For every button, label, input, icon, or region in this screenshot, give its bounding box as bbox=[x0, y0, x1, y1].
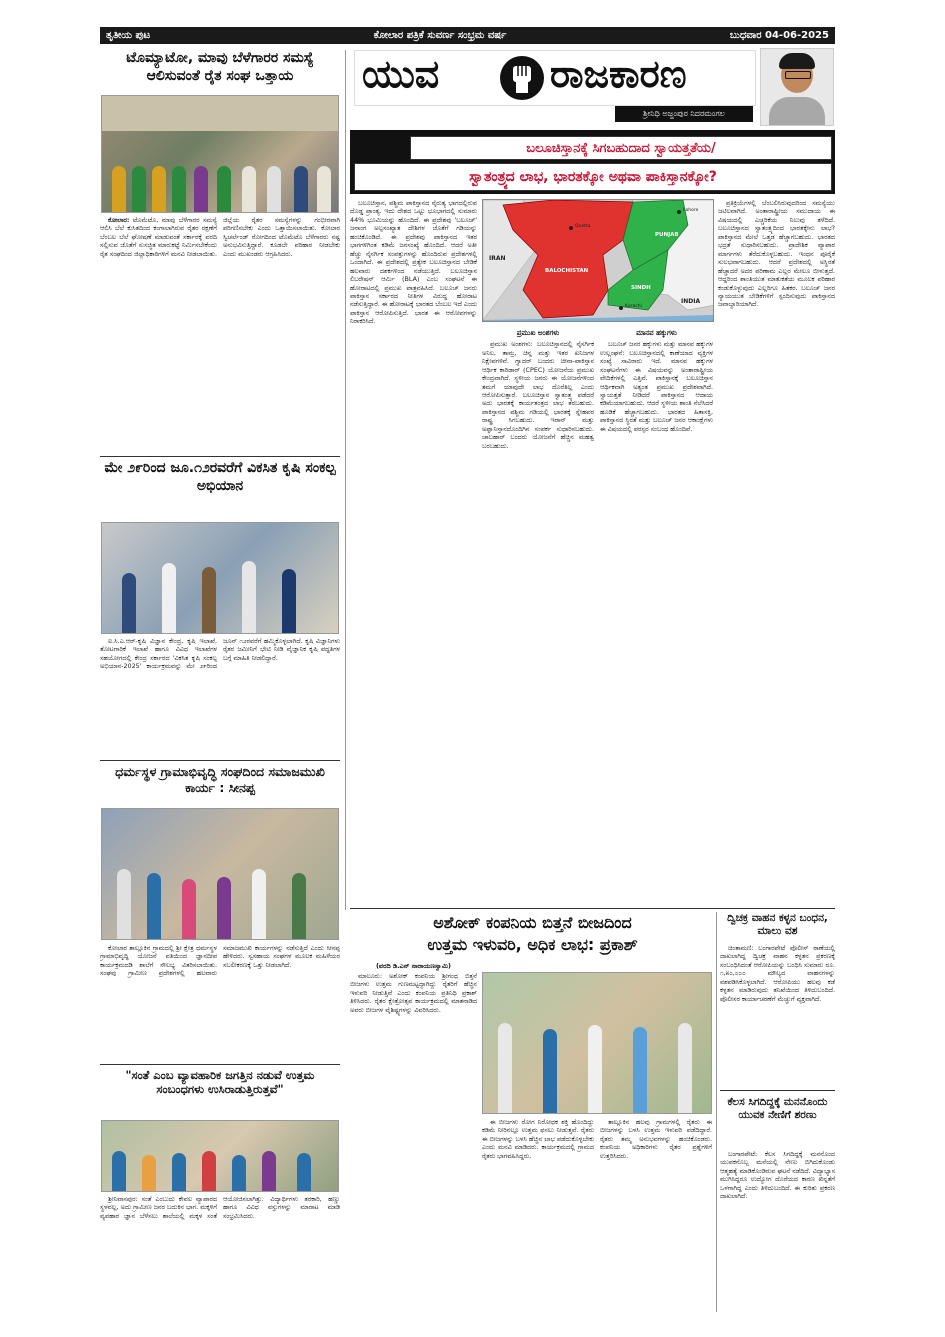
map-label-iran: IRAN bbox=[489, 255, 506, 262]
balochistan-map bbox=[482, 199, 714, 322]
map-label-balochistan: BALOCHISTAN bbox=[545, 268, 589, 274]
article-krishi-headline: ಮೇ ೨೯ರಿಂದ ಜೂ.೧೨ರವರೆಗೆ ವಿಕಸಿತ ಕೃಷಿ ಸಂಕಲ್ಪ ಅಭಿಯಾನ bbox=[104, 460, 336, 494]
page-label: ತೃತೀಯ ಪುಟ bbox=[106, 30, 151, 41]
main-headline-line2: ಸ್ವಾತಂತ್ರ್ಯದ ಲಾಭ, ಭಾರತಕ್ಕೋ ಅಥವಾ ಪಾಕಿಸ್ತಾನಕ್ಕೋ? bbox=[354, 163, 832, 191]
article-sante-photo bbox=[101, 1120, 339, 1192]
map-label-quetta: Quetta bbox=[575, 224, 591, 229]
article-ashok-col3: ತಾಲ್ಲೂಕಿನ ಹಲವು ಗ್ರಾಮಗಳಲ್ಲಿ ರೈತರು ಈ ಬೀಜಗಳನ್ನು ಬಳಸಿ ಉತ್ತಮ ಇಳುವರಿ ಪಡೆದಿದ್ದಾರೆ. ರೈತರು ತಮ್ಮ ಅನುಭವಗಳನ್ನು ಹಂಚಿಕೊಂಡರು. ಕಂಪನಿಯ ಅಧಿಕಾರಿಗಳು ರೈತರ ಪ್ರಶ್ನೆಗಳಿಗೆ ಉತ್ತರಿಸಿದರು. bbox=[600, 1118, 712, 1160]
main-article-col2: ಪ್ರಮುಖ ಅಂಶಗಳು ಪ್ರಮುಖ ಅಂಶಗಳು: ಬಲೂಚಿಸ್ತಾನದಲ್ಲಿ ನೈಸರ್ಗಿಕ ಅನಿಲ, ತಾಮ್ರ, ಚಿನ್ನ ಮತ್ತು ಇತರ ಖನಿಜಗಳ ನಿಕ್ಷೇಪಗಳಿವೆ. ಗ್ವಾದರ್ ಬಂದರು ಚೀನಾ-ಪಾಕಿಸ್ತಾನ ಆರ್ಥಿಕ ಕಾರಿಡಾರ್ (CPEC) ಯೋಜನೆಯ ಪ್ರಮುಖ ಕೇಂದ್ರವಾಗಿದೆ. ಸ್ಥಳೀಯ ಜನರು ಈ ಯೋಜನೆಗಳಿಂದ ತಮಗೆ ಯಾವುದೇ ಲಾಭ ದೊರೆತಿಲ್ಲ ಎಂದು ಆರೋಪಿಸುತ್ತಾರೆ. ಬಲೂಚಿಸ್ತಾನ ಸ್ವಾತಂತ್ರ್ಯ ಪಡೆದರೆ ಅದು ಭಾರತಕ್ಕೆ ಕಾರ್ಯತಂತ್ರದ ಲಾಭ ತರಬಹುದು. ಪಾಕಿಸ್ತಾನದ ಪಶ್ಚಿಮ ಗಡಿಯಲ್ಲಿ ಭಾರತಕ್ಕೆ ಸ್ನೇಹಪರ ರಾಷ್ಟ್ರ ಸಿಗಬಹುದು. ಇರಾನ್ ಮತ್ತು ಅಫ್ಘಾನಿಸ್ತಾನದೊಂದಿಗಿನ ಸಂಪರ್ಕ ಸುಧಾರಿಸಬಹುದು. ಚಾಬಹಾರ್ ಬಂದರು ಯೋಜನೆಗೆ ಹೆಚ್ಚಿನ ಮಹತ್ವ ಬರಬಹುದು. bbox=[482, 329, 594, 450]
divider bbox=[100, 456, 340, 457]
article-tomato-photo bbox=[101, 95, 339, 213]
column-divider bbox=[716, 912, 717, 1312]
article-dharmasthala-photo bbox=[101, 808, 339, 940]
map-label-lahore: Lahore bbox=[683, 208, 699, 213]
map-label-karachi: Karachi bbox=[625, 304, 642, 309]
article-sante-body: ಶ್ರೀನಿವಾಸಪುರ: ಸಂತೆ ಎಂಬುದು ಕೇವಲ ವ್ಯಾಪಾರದ ಸ್ಥಳವಲ್ಲ, ಅದು ಗ್ರಾಮೀಣ ಜನರ ಬದುಕಿನ ಭಾಗ. ಮಕ್ಕಳಿಗೆ ವ್ಯವಹಾರ ಜ್ಞಾನ ಬೆಳೆಸಲು ಶಾಲೆಯಲ್ಲಿ ಮಕ್ಕಳ ಸಂತೆ ಆಯೋಜಿಸಲಾಗಿತ್ತು. ವಿದ್ಯಾರ್ಥಿಗಳು ತರಕಾರಿ, ಹಣ್ಣು ಹಾಗೂ ವಿವಿಧ ವಸ್ತುಗಳನ್ನು ಮಾರಾಟ ಮಾಡಿ ಸಂಭ್ರಮಿಸಿದರು. bbox=[100, 1195, 340, 1220]
article-krishi-photo bbox=[101, 522, 339, 634]
top-bar bbox=[100, 27, 835, 44]
date-label: ಬುಧವಾರ 04-06-2025 bbox=[729, 30, 829, 41]
article-tomato-headline: ಟೊಮ್ಯಾಟೋ, ಮಾವು ಬೆಳೆಗಾರರ ಸಮಸ್ಯೆ ಆಲಿಸುವಂತೆ ರೈತ ಸಂಘ ಒತ್ತಾಯ bbox=[126, 50, 314, 84]
banner-author: ಶ್ರೀನಿಧಿ ಅಜ್ಜಂಪುರ ನಿದರಮಂಗಲ bbox=[615, 106, 753, 122]
map-label-punjab: PUNJAB bbox=[655, 232, 679, 238]
article-suicide-body: ಬಂಗಾರಪೇಟೆ: ಕೆಲಸ ಸಿಗದಿದ್ದಕ್ಕೆ ಮನನೊಂದ ಯುವಕನೊಬ್ಬ ಮನೆಯಲ್ಲಿ ನೇಣು ಬಿಗಿದುಕೊಂಡು ಆತ್ಮಹತ್ಯೆ ಮಾಡಿಕೊಂಡಿರುವ ಘಟನೆ ನಡೆದಿದೆ. ವಿದ್ಯಾಭ್ಯಾಸ ಮುಗಿಸಿದ್ದರೂ ಉದ್ಯೋಗ ದೊರೆಯದ ಕಾರಣ ಖಿನ್ನತೆಗೆ ಒಳಗಾಗಿದ್ದ ಎಂದು ತಿಳಿದುಬಂದಿದೆ. ಈ ಕುರಿತು ಪ್ರಕರಣ ದಾಖಲಾಗಿದೆ. bbox=[720, 1150, 835, 1201]
main-headline-line1: ಬಲೂಚಿಸ್ತಾನಕ್ಕೆ ಸಿಗಬಹುದಾದ ಸ್ವಾಯತ್ತತೆಯ/ bbox=[410, 136, 832, 160]
banner-title-left: ಯುವ bbox=[362, 52, 440, 96]
article-bike-theft-body: ಚಿಂತಾಮಣಿ: ಬಂಗಾರಪೇಟೆ ಪೊಲೀಸ್ ಠಾಣೆಯಲ್ಲಿ ದಾಖಲಾಗಿದ್ದ ದ್ವಿಚಕ್ರ ವಾಹನ ಕಳ್ಳತನ ಪ್ರಕರಣಕ್ಕೆ ಸಂಬಂಧಿಸಿದಂತೆ ಆರೋಪಿಯನ್ನು ಬಂಧಿಸಿ ಸುಮಾರು ರೂ. ೧,೫೦,೦೦೦ ಮೌಲ್ಯದ ವಾಹನಗಳನ್ನು ವಶಪಡಿಸಿಕೊಳ್ಳಲಾಗಿದೆ. ಆರೋಪಿಯು ಹಲವು ಕಡೆ ಕಳ್ಳತನ ಮಾಡಿರುವುದು ತನಿಖೆಯಿಂದ ತಿಳಿದುಬಂದಿದೆ. ಪೊಲೀಸರ ಕಾರ್ಯಾಚರಣೆಗೆ ಮೆಚ್ಚುಗೆ ವ್ಯಕ್ತವಾಗಿದೆ. bbox=[720, 944, 835, 1003]
divider bbox=[100, 760, 340, 761]
article-bike-theft-headline: ದ್ವಿಚಕ್ರ ವಾಹನ ಕಳ್ಳನ ಬಂಧನ, ಮಾಲು ವಶ bbox=[727, 912, 828, 938]
main-headline-box bbox=[350, 130, 835, 194]
article-ashok-headline bbox=[350, 912, 715, 957]
article-ashok-col1: ಮಾಲೂರು: ಅಶೋಕ್ ಕಂಪನಿಯ ಶ್ರೀಗಂಧ ಬಿತ್ತನೆ ಬೀಜಗಳು ಉತ್ತಮ ಗುಣಮಟ್ಟದ್ದಾಗಿದ್ದು ರೈತರಿಗೆ ಹೆಚ್ಚಿನ ಇಳುವರಿ ನೀಡುತ್ತಿವೆ ಎಂದು ಕಂಪನಿಯ ಪ್ರತಿನಿಧಿ ಪ್ರಕಾಶ್ ತಿಳಿಸಿದರು. ರೈತರ ಕ್ಷೇತ್ರೋತ್ಸವ ಕಾರ್ಯಕ್ರಮದಲ್ಲಿ ಮಾತನಾಡಿದ ಅವರು ಬೀಜಗಳ ವೈಶಿಷ್ಟ್ಯಗಳನ್ನು ವಿವರಿಸಿದರು. bbox=[350, 972, 477, 1014]
column-divider bbox=[345, 50, 346, 910]
main-article-col3: ಮಾನವ ಹಕ್ಕುಗಳು ಬಲೂಚ್ ಜನರ ಹಕ್ಕುಗಳು ಮತ್ತು ಮಾನವ ಹಕ್ಕುಗಳ ಉಲ್ಲಂಘನೆ: ಬಲೂಚಿಸ್ತಾನದಲ್ಲಿ ಕಾಣೆಯಾದ ವ್ಯಕ್ತಿಗಳ ಸಂಖ್ಯೆ ಸಾವಿರಾರು ಇದೆ. ಮಾನವ ಹಕ್ಕುಗಳ ಸಂಘಟನೆಗಳು ಈ ವಿಷಯವನ್ನು ಅಂತಾರಾಷ್ಟ್ರೀಯ ವೇದಿಕೆಗಳಲ್ಲಿ ಎತ್ತಿವೆ. ಪಾಕಿಸ್ತಾನಕ್ಕೆ ಬಲೂಚಿಸ್ತಾನ ಆರ್ಥಿಕವಾಗಿ ಅತ್ಯಂತ ಪ್ರಮುಖ ಪ್ರದೇಶವಾಗಿದೆ. ಸ್ವಾಯತ್ತತೆ ನೀಡಿದರೆ ಪಾಕಿಸ್ತಾನದ ಆದಾಯ ಕಡಿಮೆಯಾಗಬಹುದು. ಆದರೆ ಸ್ಥಳೀಯ ಶಾಂತಿ ನೆಲೆಸಿದರೆ ಹೂಡಿಕೆ ಹೆಚ್ಚಾಗಬಹುದು. ಭಾರತದ ಹಿತಾಸಕ್ತಿ, ಪಾಕಿಸ್ತಾನದ ಸ್ಥಿರತೆ ಮತ್ತು ಬಲೂಚ್ ಜನರ ಆಕಾಂಕ್ಷೆಗಳು ಈ ವಿಷಯದಲ್ಲಿ ಪರಸ್ಪರ ಸಂಬಂಧ ಹೊಂದಿವೆ. bbox=[600, 329, 713, 433]
map-label-india: INDIA bbox=[681, 298, 701, 305]
article-dharmasthala-headline: ಧರ್ಮಸ್ಥಳ ಗ್ರಾಮಾಭಿವೃದ್ಧಿ ಸಂಘದಿಂದ ಸಮಾಜಮುಖಿ ಕಾರ್ಯ : ಸೀನಪ್ಪ bbox=[115, 764, 325, 795]
article-krishi-body: ಐ.ಸಿ.ಎ.ಆರ್-ಕೃಷಿ ವಿಜ್ಞಾನ ಕೇಂದ್ರ, ಕೃಷಿ ಇಲಾಖೆ, ತೋಟಗಾರಿಕೆ ಇಲಾಖೆ ಹಾಗೂ ವಿವಿಧ ಇಲಾಖೆಗಳ ಸಹಯೋಗದಲ್ಲಿ ಕೇಂದ್ರ ಸರ್ಕಾರದ 'ವಿಕಸಿತ ಕೃಷಿ ಸಂಕಲ್ಪ ಅಭಿಯಾನ-2025' ಕಾರ್ಯಕ್ರಮವನ್ನು ಮೇ ೨೯ರಿಂದ ಜೂನ್ ೧೨ರವರೆಗೆ ಹಮ್ಮಿಕೊಳ್ಳಲಾಗಿದೆ. ಕೃಷಿ ವಿಜ್ಞಾನಿಗಳು ರೈತರ ಜಮೀನಿಗೆ ಭೇಟಿ ನೀಡಿ ವೈಜ್ಞಾನಿಕ ಕೃಷಿ ಪದ್ಧತಿಗಳ ಬಗ್ಗೆ ಮಾಹಿತಿ ನೀಡಲಿದ್ದಾರೆ. bbox=[100, 637, 340, 671]
article-ashok-byline: (ವರದಿ ಡಿ.ಎನ್ ನಾರಾಯಣಸ್ವಾಮಿ) bbox=[375, 962, 452, 970]
article-dharmasthala-body: ಕೋಲಾರ ತಾಲ್ಲೂಕಿನ ಗ್ರಾಮದಲ್ಲಿ ಶ್ರೀ ಕ್ಷೇತ್ರ ಧರ್ಮಸ್ಥಳ ಗ್ರಾಮಾಭಿವೃದ್ಧಿ ಯೋಜನೆ ವತಿಯಿಂದ ಜ್ಞಾನದೀಪ ಕಾರ್ಯಕ್ರಮದಡಿ ಶಾಲೆಗೆ ಸೌಲಭ್ಯ ವಿತರಿಸಲಾಯಿತು. ಸಂಘವು ಗ್ರಾಮೀಣ ಪ್ರದೇಶಗಳಲ್ಲಿ ಹಲವಾರು ಸಮಾಜಮುಖಿ ಕಾರ್ಯಗಳನ್ನು ನಡೆಸುತ್ತಿದೆ ಎಂದು ಸೀನಪ್ಪ ಹೇಳಿದರು. ಸ್ವಸಹಾಯ ಸಂಘಗಳ ಮೂಲಕ ಮಹಿಳೆಯರ ಸಬಲೀಕರಣಕ್ಕೆ ಒತ್ತು ನೀಡಲಾಗಿದೆ. bbox=[100, 944, 340, 978]
main-article-col4: ಪ್ರತಿಕ್ರಿಯೆಗಳಲ್ಲಿ ಬೆಂಬಲಿಸಿರುವುದರಿಂದ ಸಮಸ್ಯೆಯು ಜಟಿಲವಾಗಿದೆ. ಅಂತಾರಾಷ್ಟ್ರೀಯ ಸಮುದಾಯ ಈ ವಿಷಯದಲ್ಲಿ ಎಚ್ಚರಿಕೆಯ ನಿಲುವು ತಳೆದಿದೆ. ಬಲೂಚಿಸ್ತಾನದ ಸ್ವಾತಂತ್ರ್ಯದಿಂದ ಭಾರತಕ್ಕೇನು ಲಾಭ? ಪಾಕಿಸ್ತಾನದ ಮೇಲೆ ಒತ್ತಡ ಹೆಚ್ಚಾಗಬಹುದು. ಭಾರತದ ಭದ್ರತೆ ಸುಧಾರಿಸಬಹುದು. ಪ್ರಾದೇಶಿಕ ವ್ಯಾಪಾರ ಮಾರ್ಗಗಳು ತೆರೆದುಕೊಳ್ಳಬಹುದು. ಇಂಧನ ಪೂರೈಕೆ ಸುಲಭವಾಗಬಹುದು. ಆದರೆ ಪ್ರದೇಶದಲ್ಲಿ ಅಸ್ಥಿರತೆ ಹೆಚ್ಚಾದರೆ ಅದರ ಪರಿಣಾಮ ಎಲ್ಲರ ಮೇಲೂ ಬೀಳುತ್ತದೆ. ಆದ್ದರಿಂದ ಶಾಂತಿಯುತ ಮಾತುಕತೆಯ ಮೂಲಕ ಪರಿಹಾರ ಕಂಡುಕೊಳ್ಳುವುದು ಎಲ್ಲರಿಗೂ ಹಿತಕರ. ಬಲೂಚ್ ಜನರ ನ್ಯಾಯಯುತ ಬೇಡಿಕೆಗಳಿಗೆ ಸ್ಪಂದಿಸುವುದು ಪಾಕಿಸ್ತಾನದ ಜವಾಬ್ದಾರಿಯಾಗಿದೆ. bbox=[718, 199, 835, 309]
author-avatar bbox=[760, 48, 834, 126]
divider bbox=[100, 1064, 340, 1065]
banner-title-right: ರಾಜಕಾರಣ bbox=[550, 52, 687, 96]
article-sante-headline: "ಸಂತೆ ಎಂಬ ವ್ಯಾವಹಾರಿಕ ಜಗತ್ತಿನ ನಡುವೆ ಉತ್ತಮ ಸಂಬಂಧಗಳು ಉಸಿರಾಡುತ್ತಿರುತ್ತವೆ" bbox=[125, 1068, 315, 1097]
map-graphic bbox=[483, 200, 714, 322]
article-ashok-col2: ಈ ಬೀಜಗಳು ರೋಗ ನಿರೋಧಕ ಶಕ್ತಿ ಹೊಂದಿದ್ದು ಕಡಿಮೆ ನೀರಿನಲ್ಲೂ ಉತ್ತಮ ಫಸಲು ನೀಡುತ್ತವೆ. ರೈತರು ಈ ಬೀಜಗಳನ್ನು ಬಳಸಿ ಹೆಚ್ಚಿನ ಲಾಭ ಪಡೆದುಕೊಳ್ಳಬೇಕು ಎಂದು ಮನವಿ ಮಾಡಿದರು. ಕಾರ್ಯಕ್ರಮದಲ್ಲಿ ಗ್ರಾಮದ ರೈತರು ಭಾಗವಹಿಸಿದ್ದರು. bbox=[482, 1118, 594, 1160]
raised-fist-icon bbox=[498, 54, 546, 102]
divider bbox=[720, 1090, 835, 1091]
column-banner bbox=[350, 48, 835, 128]
article-suicide-headline: ಕೆಲಸ ಸಿಗದಿದ್ದಕ್ಕೆ ಮನನೊಂದು ಯುವಕ ನೇಣಿಗೆ ಶರಣು bbox=[727, 1096, 828, 1122]
article-ashok-headline-line1: ಅಶೋಕ್ ಕಂಪನಿಯ ಬಿತ್ತನೆ ಬೀಜದಿಂದ bbox=[433, 913, 632, 932]
article-tomato-body: ಕೋಲಾರ: ಟೊಮೆಟೊ, ಮಾವು ಬೆಳೆಗಾರರ ಸಮಸ್ಯೆ ಆಲಿಸಿ ಬೆಲೆ ಕುಸಿತದಿಂದ ಕಂಗಾಲಾಗಿರುವ ರೈತರ ರಕ್ಷಣೆಗೆ ಬೆಂಬಲ ಬೆಲೆ ಘೋಷಣೆ ಮಾಡುವಂತೆ ಸರ್ಕಾರಕ್ಕೆ ವರದಿ ಸಲ್ಲಿಸುವ ಜೊತೆಗೆ ಸುಸಜ್ಜಿತ ಮಾರುಕಟ್ಟೆ ನಿರ್ಮಿಸಬೇಕೆಂದು ರೈತ ಸಂಘದಿಂದ ಜಿಲ್ಲಾಧಿಕಾರಿಗಳಿಗೆ ಮನವಿ ನೀಡಲಾಯಿತು. ಜಿಲ್ಲೆಯ ರೈತರ ಸಮಸ್ಯೆಗಳನ್ನು ಗಂಭೀರವಾಗಿ ಪರಿಗಣಿಸಬೇಕು ಎಂದು ಒತ್ತಾಯಿಸಲಾಯಿತು. ಕೋಲಾರ ಸ್ವಿಚರ್ಲೆಂಡ್ ರೋಗದಿಂದ ಟೊಮೆಟೊ ಬೆಳೆಗಾರರು ನಷ್ಟ ಅನುಭವಿಸುತ್ತಿದ್ದಾರೆ. ಕೂಡಲೇ ಪರಿಹಾರ ನೀಡಬೇಕು ಎಂದು ಮುಖಂಡರು ಆಗ್ರಹಿಸಿದರು. bbox=[100, 216, 340, 258]
map-label-sindh: SINDH bbox=[631, 285, 651, 291]
article-ashok-headline-line2: ಉತ್ತಮ ಇಳುವರಿ, ಅಧಿಕ ಲಾಭ: ಪ್ರಕಾಶ್ bbox=[427, 935, 638, 955]
article-ashok-photo bbox=[482, 972, 712, 1114]
anniversary-label: ಕೋಲಾರ ಪತ್ರಿಕೆ ಸುವರ್ಣ ಸಂಭ್ರಮ ವರ್ಷ bbox=[373, 30, 507, 41]
divider bbox=[350, 908, 835, 909]
main-article-col1: ಬಲೂಚಿಸ್ತಾನ, ಪಶ್ಚಿಮ ಪಾಕಿಸ್ತಾನದ ನೈರುತ್ಯ ಭಾಗದಲ್ಲಿರುವ ದೊಡ್ಡ ಪ್ರಾಂತ್ಯ. ಇದು ದೇಶದ ಒಟ್ಟು ಭೂಭಾಗದಲ್ಲಿ ಸುಮಾರು 44% ಭೂಮಿಯನ್ನು ಹೊಂದಿದೆ. ಈ ಪ್ರದೇಶವು 'ಬಲೂಚ್' ಜನಾಂಗ ಅಲ್ಪಸಂಖ್ಯಾತ ದೇಶಿಗಳ ಜೊತೆಗೆ ಗಡಿಯನ್ನು ಹಂಚಿಕೊಂಡಿದೆ. ಈ ಪ್ರದೇಶವು ಪಾಕಿಸ್ತಾನದ ಇತರ ಭಾಗಗಳಿಗಿಂತ ಕಡಿಮೆ ಜನಸಂಖ್ಯೆ ಹೊಂದಿದೆ. ಆದರೆ ಅತೀ ಹೆಚ್ಚು ನೈಸರ್ಗಿಕ ಸಂಪತ್ತುಗಳನ್ನು ಹೊಂದಿರುವ ಪ್ರದೇಶಗಳಲ್ಲಿ ಒಂದಾಗಿದೆ. ಈ ಪ್ರದೇಶದಲ್ಲಿ ಪ್ರತ್ಯೇಕ ಬಲೂಚಿಸ್ತಾನದ ಬೇಡಿಕೆ ಹಲವಾರು ದಶಕಗಳಿಂದ ನಡೆಯುತ್ತಿದೆ. ಬಲೂಚಿಸ್ತಾನ ಲಿಬರೇಷನ್ ಆರ್ಮಿ (BLA) ಎಂಬ ಸಂಘಟನೆ ಈ ಹೋರಾಟದಲ್ಲಿ ಪ್ರಮುಖ ಪಾತ್ರವಹಿಸಿದೆ. ಬಲೂಚ್ ಜನರು ಪಾಕಿಸ್ತಾನ ಸರ್ಕಾರದ ನೀತಿಗಳ ವಿರುದ್ಧ ಹೋರಾಟ ನಡೆಸುತ್ತಿದ್ದಾರೆ. ಈ ಹೋರಾಟಕ್ಕೆ ಭಾರತದ ಬೆಂಬಲ ಇದೆ ಎಂದು ಪಾಕಿಸ್ತಾನ ಆರೋಪಿಸುತ್ತಿದೆ. ಭಾರತ ಈ ಆರೋಪಗಳನ್ನು ನಿರಾಕರಿಸಿದೆ. bbox=[350, 199, 477, 326]
